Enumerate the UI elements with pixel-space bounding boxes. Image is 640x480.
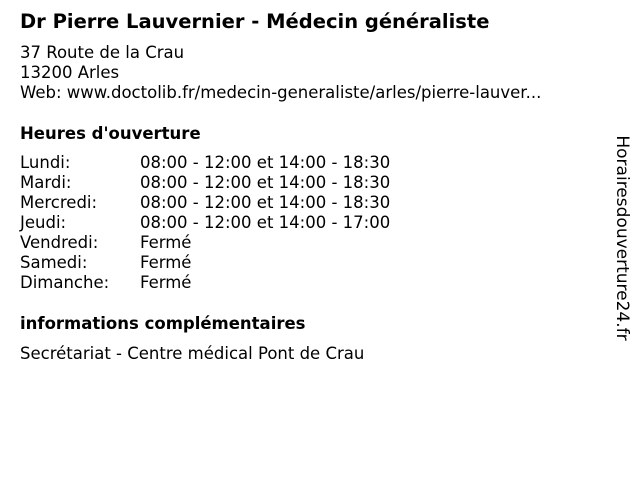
day-label: Dimanche: (20, 273, 110, 292)
hours-row-wednesday (20, 193, 390, 213)
day-label: Vendredi: (20, 233, 99, 252)
address-city: 13200 Arles (20, 63, 120, 82)
info-section-title: informations complémentaires (20, 314, 306, 333)
hours-value: Fermé (140, 233, 192, 252)
hours-row-sunday (20, 273, 390, 293)
hours-value: 08:00 - 12:00 et 14:00 - 17:00 (140, 213, 391, 232)
day-label: Samedi: (20, 253, 88, 272)
hours-row-thursday (20, 213, 390, 233)
hours-row-saturday (20, 253, 390, 273)
hours-value: Fermé (140, 253, 192, 272)
day-label: Mardi: (20, 173, 72, 192)
hours-section-title: Heures d'ouverture (20, 124, 201, 143)
address-street: 37 Route de la Crau (20, 43, 185, 62)
hours-row-monday (20, 153, 390, 173)
hours-row-friday (20, 233, 390, 253)
day-label: Mercredi: (20, 193, 98, 212)
hours-value: 08:00 - 12:00 et 14:00 - 18:30 (140, 173, 391, 192)
hours-value: 08:00 - 12:00 et 14:00 - 18:30 (140, 193, 391, 212)
page-title: Dr Pierre Lauvernier - Médecin généraliste (20, 10, 490, 33)
hours-table (20, 153, 390, 293)
day-label: Jeudi: (20, 213, 67, 232)
address-web: Web: www.doctolib.fr/medecin-generaliste/arles/pierre-lauver... (20, 83, 542, 102)
day-label: Lundi: (20, 153, 71, 172)
hours-row-tuesday (20, 173, 390, 193)
hours-value: Fermé (140, 273, 192, 292)
info-text: Secrétariat - Centre médical Pont de Crau (20, 344, 365, 363)
site-watermark: Horairesdouverture24.fr (612, 135, 632, 341)
hours-value: 08:00 - 12:00 et 14:00 - 18:30 (140, 153, 391, 172)
address-block (20, 43, 541, 103)
